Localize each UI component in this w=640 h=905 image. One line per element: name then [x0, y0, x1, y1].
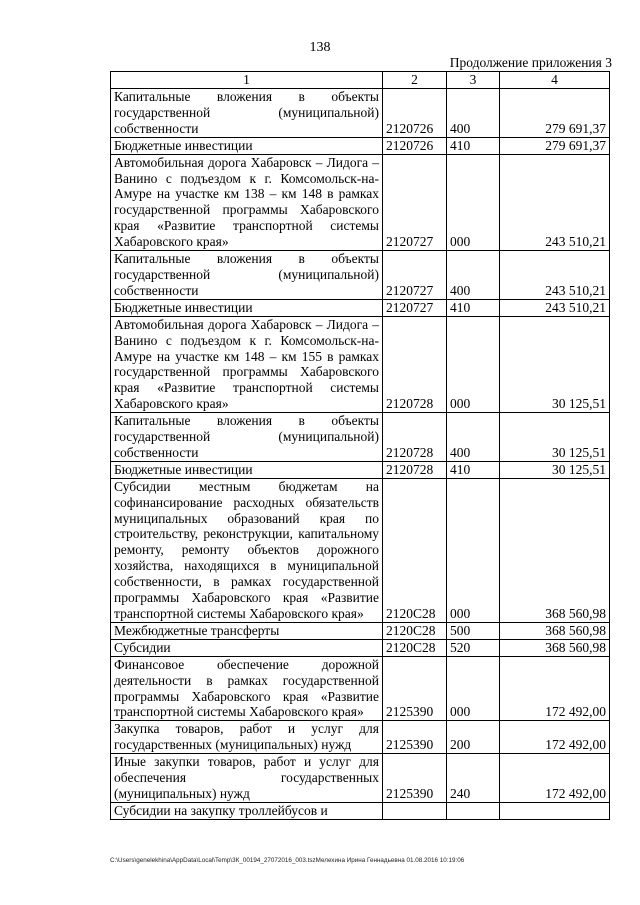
- row-kind-cell: 400: [447, 89, 500, 138]
- budget-table: [110, 71, 610, 820]
- row-amount-cell: 368 560,98: [500, 639, 610, 656]
- appendix-caption: Продолжение приложения 3: [449, 55, 612, 70]
- row-code-cell: 2120728: [383, 413, 447, 462]
- table-row: [111, 299, 610, 316]
- row-amount-cell: 243 510,21: [500, 251, 610, 300]
- row-kind-cell: 200: [447, 721, 500, 754]
- row-kind-cell: 000: [447, 478, 500, 622]
- row-name-cell: Закупка товаров, работ и услуг для государственных (муниципальных) нужд: [111, 721, 383, 754]
- row-kind-cell: 410: [447, 461, 500, 478]
- row-amount-cell: 243 510,21: [500, 299, 610, 316]
- row-code-cell: 2125390: [383, 656, 447, 721]
- row-code-cell: 2120С28: [383, 622, 447, 639]
- table-row: [111, 721, 610, 754]
- row-code-cell: 2120727: [383, 154, 447, 250]
- table-row: [111, 316, 610, 412]
- row-kind-cell: 000: [447, 154, 500, 250]
- row-name-cell: Финансовое обеспечение дорожной деятельности в рамках государственной программы Хабаровского края «Развитие транспортной системы Хабаровского края»: [111, 656, 383, 721]
- header-col-1: 1: [111, 72, 383, 89]
- table-row: [111, 413, 610, 462]
- row-kind-cell: 240: [447, 754, 500, 803]
- row-name-cell: Межбюджетные трансферты: [111, 622, 383, 639]
- row-code-cell: 2120С28: [383, 478, 447, 622]
- row-name-cell: Бюджетные инвестиции: [111, 299, 383, 316]
- row-kind-cell: 410: [447, 137, 500, 154]
- row-name-cell: Иные закупки товаров, работ и услуг для обеспечения государственных (муниципальных) нужд: [111, 754, 383, 803]
- table-row: [111, 137, 610, 154]
- row-name-cell: Субсидии на закупку троллейбусов и: [111, 802, 383, 819]
- table-row: [111, 656, 610, 721]
- header-col-2: 2: [383, 72, 447, 89]
- table-row: [111, 639, 610, 656]
- row-amount-cell: 279 691,37: [500, 137, 610, 154]
- row-name-cell: Капитальные вложения в объекты государственной (муниципальной) собственности: [111, 413, 383, 462]
- row-name-cell: Автомобильная дорога Хабаровск – Лидога – Ванино с подъездом к г. Комсомольск-на-Амуре на участке км 138 – км 148 в рамках государственной программы Хабаровского края «Развитие транспортной системы Хабаровского края»: [111, 154, 383, 250]
- header-col-4: 4: [500, 72, 610, 89]
- row-kind-cell: 500: [447, 622, 500, 639]
- table-row: [111, 478, 610, 622]
- row-name-cell: Автомобильная дорога Хабаровск – Лидога – Ванино с подъездом к г. Комсомольск-на-Амуре на участке км 148 – км 155 в рамках государственной программы Хабаровского края «Развитие транспортной системы Хабаровского края»: [111, 316, 383, 412]
- row-amount-cell: 172 492,00: [500, 754, 610, 803]
- row-code-cell: 2120726: [383, 89, 447, 138]
- row-amount-cell: 243 510,21: [500, 154, 610, 250]
- table-row: [111, 154, 610, 250]
- table-row: [111, 622, 610, 639]
- row-amount-cell: 172 492,00: [500, 656, 610, 721]
- table-row: [111, 754, 610, 803]
- row-code-cell: 2120728: [383, 316, 447, 412]
- row-amount-cell: 30 125,51: [500, 461, 610, 478]
- row-kind-cell: 400: [447, 413, 500, 462]
- row-name-cell: Капитальные вложения в объекты государственной (муниципальной) собственности: [111, 251, 383, 300]
- row-kind-cell: 000: [447, 656, 500, 721]
- row-kind-cell: 520: [447, 639, 500, 656]
- row-code-cell: 2120728: [383, 461, 447, 478]
- table-row: [111, 802, 610, 819]
- row-name-cell: Капитальные вложения в объекты государственной (муниципальной) собственности: [111, 89, 383, 138]
- row-code-cell: [383, 802, 447, 819]
- table-row: [111, 89, 610, 138]
- row-kind-cell: [447, 802, 500, 819]
- table-row: [111, 461, 610, 478]
- row-amount-cell: 172 492,00: [500, 721, 610, 754]
- file-path-footer: C:\Users\genelekhina\AppData\Local\Temp\3К_00194_27072016_003.tszМелехина Ирина Геннадьевна 01.08.2016 10:19:06: [110, 857, 465, 864]
- row-name-cell: Субсидии: [111, 639, 383, 656]
- row-code-cell: 2120727: [383, 251, 447, 300]
- header-row: [111, 72, 610, 89]
- row-amount-cell: [500, 802, 610, 819]
- page-number: 138: [309, 40, 331, 55]
- row-code-cell: 2120727: [383, 299, 447, 316]
- row-amount-cell: 368 560,98: [500, 478, 610, 622]
- row-amount-cell: 368 560,98: [500, 622, 610, 639]
- row-code-cell: 2125390: [383, 721, 447, 754]
- table-row: [111, 251, 610, 300]
- row-kind-cell: 400: [447, 251, 500, 300]
- row-kind-cell: 410: [447, 299, 500, 316]
- row-name-cell: Бюджетные инвестиции: [111, 461, 383, 478]
- row-amount-cell: 30 125,51: [500, 413, 610, 462]
- row-name-cell: Бюджетные инвестиции: [111, 137, 383, 154]
- row-kind-cell: 000: [447, 316, 500, 412]
- row-code-cell: 2125390: [383, 754, 447, 803]
- row-code-cell: 2120С28: [383, 639, 447, 656]
- header-col-3: 3: [447, 72, 500, 89]
- row-amount-cell: 279 691,37: [500, 89, 610, 138]
- row-name-cell: Субсидии местным бюджетам на софинансирование расходных обязательств муниципальных образований края по строительству, реконструкции, капитальному ремонту, ремонту объектов дорожного хозяйства, находящихся в муниципальной собственности, в рамках государственной программы Хабаровского края «Развитие транспортной системы Хабаровского края»: [111, 478, 383, 622]
- row-code-cell: 2120726: [383, 137, 447, 154]
- row-amount-cell: 30 125,51: [500, 316, 610, 412]
